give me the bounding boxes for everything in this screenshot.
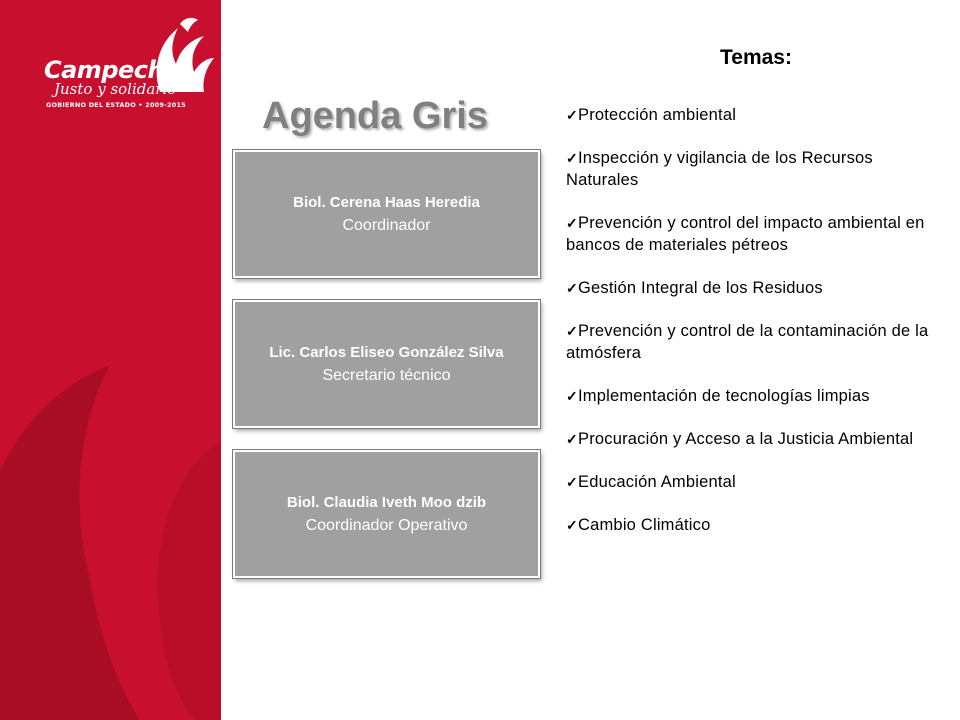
person-name: Biol. Claudia Iveth Moo dzib [286,494,487,511]
list-item [566,277,948,299]
list-item [566,104,948,126]
logo-government-text: GOBIERNO DEL ESTADO • 2009-2015 [46,101,186,109]
checkmark-icon: ✓ [566,215,578,231]
brand-sidebar [0,0,221,720]
logo-tagline: Justo y solidario [54,80,177,98]
list-item [566,471,948,493]
person-role: Coordinador Operativo [305,517,468,534]
list-item [566,385,948,407]
checkmark-icon: ✓ [566,431,578,447]
page-title: Agenda Gris [262,95,488,137]
checkmark-icon: ✓ [566,107,578,123]
list-item [566,320,948,364]
topic-label: Educación Ambiental [578,473,736,491]
checkmark-icon: ✓ [566,280,578,296]
checkmark-icon: ✓ [566,517,578,533]
person-role: Secretario técnico [322,367,451,384]
list-item [566,428,948,450]
topic-label: Procuración y Acceso a la Justicia Ambiental [578,430,914,448]
person-card-operative-coordinator [233,450,540,578]
list-item [566,212,948,256]
campeche-logo [44,14,216,114]
checkmark-icon: ✓ [566,388,578,404]
person-name: Lic. Carlos Eliseo González Silva [269,344,504,361]
topic-label: Gestión Integral de los Residuos [578,279,823,297]
topic-label: Prevención y control del impacto ambiental en bancos de materiales pétreos [566,214,925,254]
topic-label: Inspección y vigilancia de los Recursos Naturales [566,149,873,189]
list-item [566,147,948,191]
topic-label: Implementación de tecnologías limpias [578,387,870,405]
people-list [233,150,540,600]
topic-label: Cambio Climático [578,516,711,534]
checkmark-icon: ✓ [566,150,578,166]
person-card-coordinator [233,150,540,278]
person-role: Coordinador [342,217,431,234]
topics-list [566,104,948,557]
checkmark-icon: ✓ [566,323,578,339]
list-item [566,514,948,536]
topic-label: Protección ambiental [578,106,737,124]
topic-label: Prevención y control de la contaminación de la atmósfera [566,322,929,362]
logo-name: Campeche [44,56,180,84]
topics-heading: Temas: [720,46,792,69]
checkmark-icon: ✓ [566,474,578,490]
person-card-secretary [233,300,540,428]
person-name: Biol. Cerena Haas Heredia [293,194,480,211]
